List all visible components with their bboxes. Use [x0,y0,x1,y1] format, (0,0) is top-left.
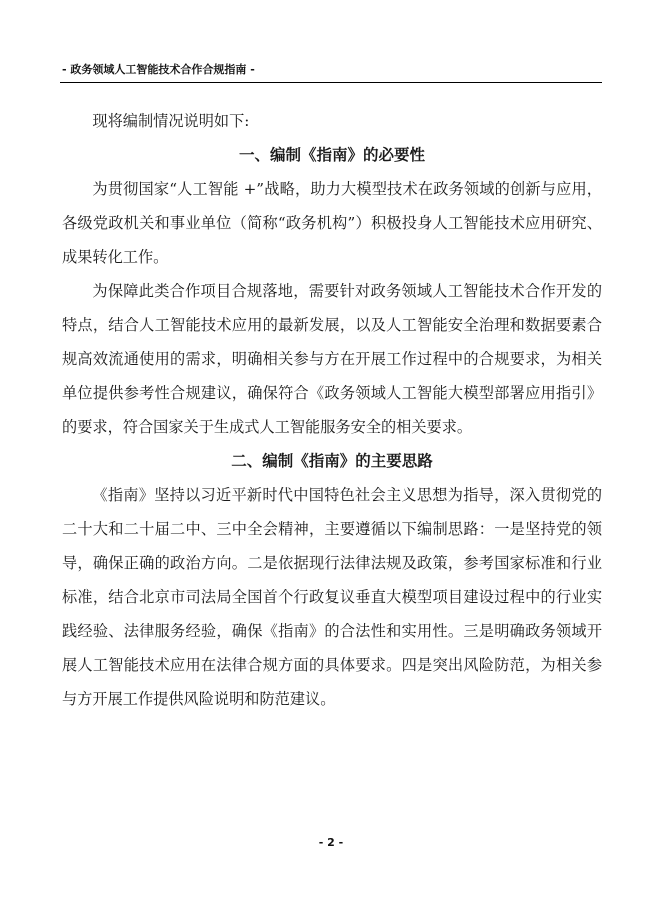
paragraph: 为保障此类合作项目合规落地，需要针对政务领域人工智能技术合作开发的特点，结合人工智能技术应用的最新发展，以及人工智能安全治理和数据要素合规高效流通使用的需求，明确相关参与方在开展工作过程中的合规要求，为相关单位提供参考性合规建议，确保符合《政务领域人工智能大模型部署应用指引》的要求，符合国家关于生成式人工智能服务安全的相关要求。 [62,282,602,436]
page-body [62,104,602,716]
running-header: - 政务领域人工智能技术合作合规指南 - [62,63,255,76]
intro-paragraph: 现将编制情况说明如下: [92,112,250,130]
header-divider [60,82,602,83]
section-heading-necessity: 一、编制《指南》的必要性 [238,145,425,164]
paragraph: 《指南》坚持以习近平新时代中国特色社会主义思想为指导，深入贯彻党的二十大和二十届二中、三中全会精神，主要遵循以下编制思路：一是坚持党的领导，确保正确的政治方向。二是依据现行法律法规及政策，参考国家标准和行业标准，结合北京市司法局全国首个行政复议垂直大模型项目建设过程中的行业实践经验、法律服务经验，确保《指南》的合法性和实用性。三是明确政务领域开展人工智能技术应用在法律合规方面的具体要求。四是突出风险防范，为相关参与方开展工作提供风险说明和防范建议。 [62,486,602,708]
paragraph: 为贯彻国家“人工智能 +”战略，助力大模型技术在政务领域的创新与应用，各级党政机关和事业单位（简称“政务机构”）积极投身人工智能技术应用研究、成果转化工作。 [62,180,602,266]
page-number: - 2 - [318,836,344,849]
section-heading-approach: 二、编制《指南》的主要思路 [231,451,433,470]
